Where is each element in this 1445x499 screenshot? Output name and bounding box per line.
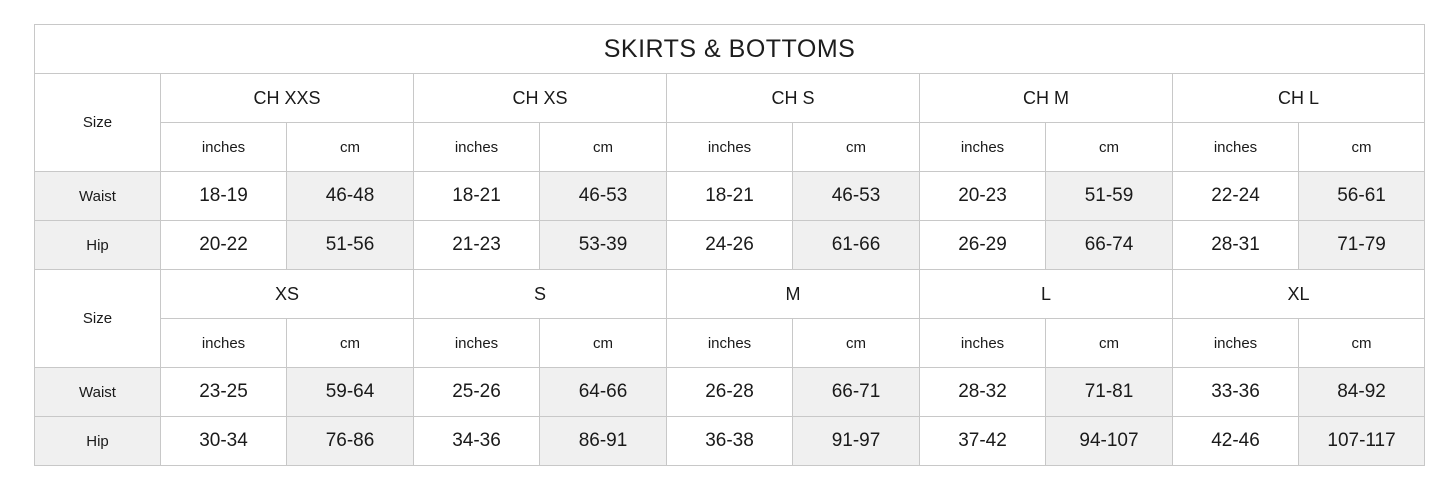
unit-inches: inches — [920, 123, 1046, 172]
size-name: CH S — [667, 74, 920, 123]
hip-label: Hip — [35, 221, 161, 270]
waist-inches-value: 25-26 — [414, 368, 540, 417]
size-name: XL — [1173, 270, 1425, 319]
size-label: Size — [35, 270, 161, 368]
hip-inches-value: 28-31 — [1173, 221, 1299, 270]
size-name: CH M — [920, 74, 1173, 123]
waist-cm-value: 56-61 — [1299, 172, 1425, 221]
unit-cm: cm — [287, 319, 414, 368]
waist-cm-value: 66-71 — [793, 368, 920, 417]
waist-cm-value: 51-59 — [1046, 172, 1173, 221]
waist-inches-value: 33-36 — [1173, 368, 1299, 417]
waist-label: Waist — [35, 368, 161, 417]
hip-cm-value: 53-39 — [540, 221, 667, 270]
waist-inches-value: 23-25 — [161, 368, 287, 417]
waist-inches-value: 20-23 — [920, 172, 1046, 221]
waist-cm-value: 46-53 — [540, 172, 667, 221]
waist-inches-value: 18-19 — [161, 172, 287, 221]
size-name: L — [920, 270, 1173, 319]
unit-header-row — [35, 319, 1425, 368]
unit-inches: inches — [920, 319, 1046, 368]
size-name: S — [414, 270, 667, 319]
unit-inches: inches — [161, 123, 287, 172]
unit-header-row — [35, 123, 1425, 172]
unit-cm: cm — [540, 319, 667, 368]
hip-inches-value: 21-23 — [414, 221, 540, 270]
hip-cm-value: 61-66 — [793, 221, 920, 270]
size-header-row — [35, 74, 1425, 123]
unit-cm: cm — [793, 319, 920, 368]
unit-cm: cm — [1046, 123, 1173, 172]
waist-row — [35, 172, 1425, 221]
waist-row — [35, 368, 1425, 417]
unit-cm: cm — [287, 123, 414, 172]
waist-inches-value: 26-28 — [667, 368, 793, 417]
waist-cm-value: 46-53 — [793, 172, 920, 221]
hip-row — [35, 221, 1425, 270]
size-name: XS — [161, 270, 414, 319]
unit-inches: inches — [1173, 319, 1299, 368]
hip-inches-value: 30-34 — [161, 417, 287, 466]
hip-label: Hip — [35, 417, 161, 466]
size-name: CH XXS — [161, 74, 414, 123]
unit-cm: cm — [1299, 319, 1425, 368]
size-name: M — [667, 270, 920, 319]
unit-inches: inches — [667, 319, 793, 368]
waist-cm-value: 84-92 — [1299, 368, 1425, 417]
hip-cm-value: 51-56 — [287, 221, 414, 270]
hip-cm-value: 86-91 — [540, 417, 667, 466]
size-name: CH XS — [414, 74, 667, 123]
waist-inches-value: 28-32 — [920, 368, 1046, 417]
unit-inches: inches — [1173, 123, 1299, 172]
size-name: CH L — [1173, 74, 1425, 123]
hip-cm-value: 71-79 — [1299, 221, 1425, 270]
unit-cm: cm — [1299, 123, 1425, 172]
size-chart-table — [34, 24, 1425, 466]
waist-label: Waist — [35, 172, 161, 221]
waist-cm-value: 46-48 — [287, 172, 414, 221]
hip-cm-value: 76-86 — [287, 417, 414, 466]
hip-inches-value: 34-36 — [414, 417, 540, 466]
size-header-row — [35, 270, 1425, 319]
hip-inches-value: 26-29 — [920, 221, 1046, 270]
unit-cm: cm — [540, 123, 667, 172]
hip-inches-value: 20-22 — [161, 221, 287, 270]
waist-inches-value: 18-21 — [414, 172, 540, 221]
unit-inches: inches — [414, 123, 540, 172]
waist-cm-value: 64-66 — [540, 368, 667, 417]
hip-cm-value: 94-107 — [1046, 417, 1173, 466]
waist-cm-value: 71-81 — [1046, 368, 1173, 417]
size-chart — [34, 24, 1424, 466]
waist-inches-value: 18-21 — [667, 172, 793, 221]
unit-inches: inches — [667, 123, 793, 172]
size-label: Size — [35, 74, 161, 172]
hip-inches-value: 42-46 — [1173, 417, 1299, 466]
unit-cm: cm — [1046, 319, 1173, 368]
hip-cm-value: 91-97 — [793, 417, 920, 466]
waist-cm-value: 59-64 — [287, 368, 414, 417]
hip-inches-value: 24-26 — [667, 221, 793, 270]
waist-inches-value: 22-24 — [1173, 172, 1299, 221]
hip-cm-value: 66-74 — [1046, 221, 1173, 270]
hip-inches-value: 37-42 — [920, 417, 1046, 466]
unit-cm: cm — [793, 123, 920, 172]
hip-row — [35, 417, 1425, 466]
hip-cm-value: 107-117 — [1299, 417, 1425, 466]
chart-title: SKIRTS & BOTTOMS — [35, 25, 1425, 74]
unit-inches: inches — [161, 319, 287, 368]
hip-inches-value: 36-38 — [667, 417, 793, 466]
unit-inches: inches — [414, 319, 540, 368]
